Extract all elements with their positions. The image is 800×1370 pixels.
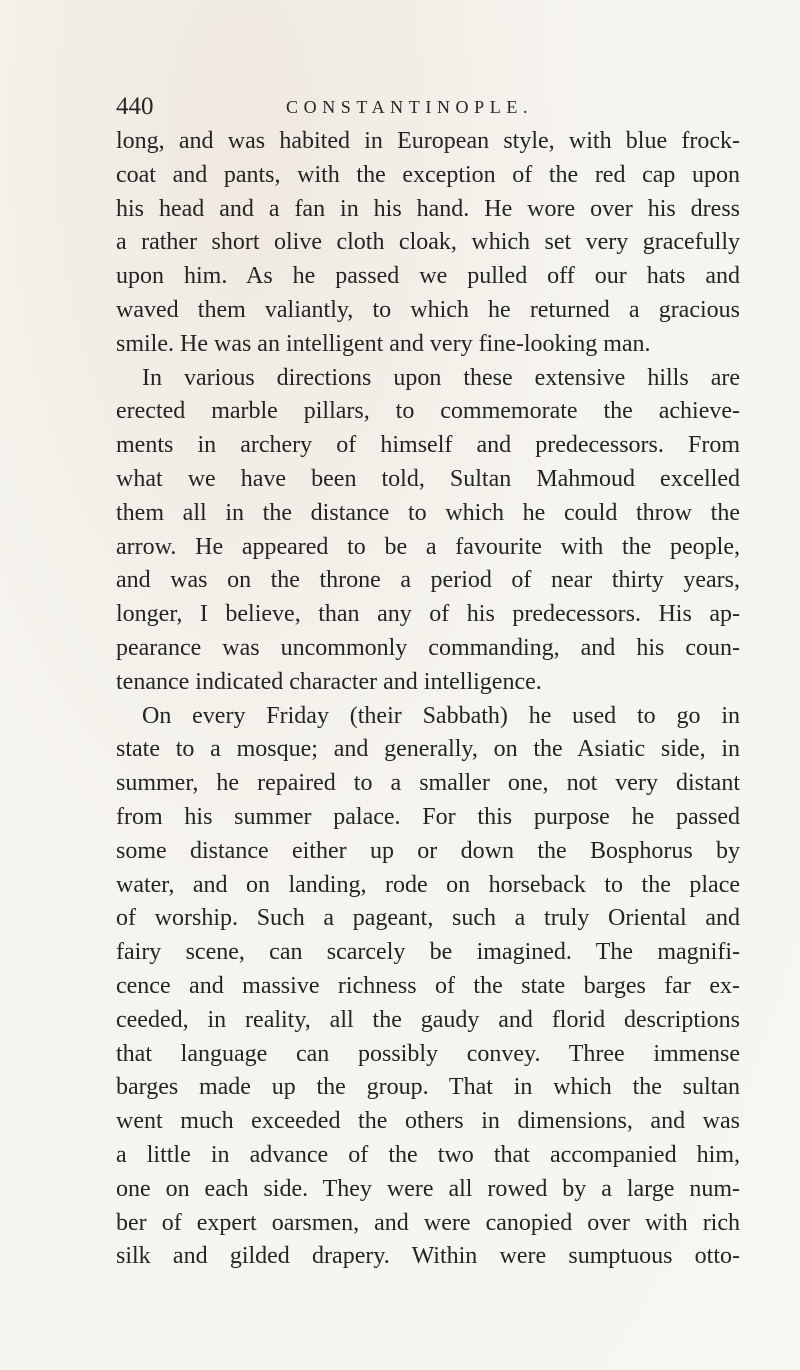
- text-line: summer, he repaired to a smaller one, not very distant: [116, 770, 740, 797]
- text-line: that language can possibly convey. Three immense: [116, 1040, 740, 1067]
- text-line: barges made up the group. That in which the sultan: [116, 1074, 740, 1101]
- body-text: [116, 125, 740, 1274]
- text-line: cence and massive richness of the state barges far ex-: [116, 972, 740, 999]
- text-line: fairy scene, can scarcely be imagined. The magnifi-: [116, 939, 740, 966]
- text-line: ceeded, in reality, all the gaudy and florid descriptions: [116, 1006, 740, 1033]
- text-line: some distance either up or down the Bosphorus by: [116, 837, 740, 864]
- text-line: went much exceeded the others in dimensions, and was: [116, 1108, 740, 1135]
- text-line: pearance was uncommonly commanding, and his coun-: [116, 634, 740, 661]
- text-line: smile. He was an intelligent and very fine-looking man.: [116, 330, 651, 357]
- text-line: what we have been told, Sultan Mahmoud excelled: [116, 465, 740, 492]
- text-line: waved them valiantly, to which he returned a gracious: [116, 296, 740, 323]
- text-line: On every Friday (their Sabbath) he used to go in: [142, 702, 740, 729]
- text-line: longer, I believe, than any of his predecessors. His ap-: [116, 601, 740, 628]
- page-number: 440: [116, 93, 154, 120]
- text-line: arrow. He appeared to be a favourite with the people,: [116, 533, 740, 560]
- text-line: upon him. As he passed we pulled off our hats and: [116, 263, 740, 290]
- text-line: long, and was habited in European style, with blue frock-: [116, 128, 740, 154]
- text-line: In various directions upon these extensive hills are: [142, 364, 740, 391]
- text-line: one on each side. They were all rowed by a large num-: [116, 1175, 740, 1202]
- text-line: erected marble pillars, to commemorate the achieve-: [116, 398, 740, 425]
- text-line: from his summer palace. For this purpose he passed: [116, 803, 740, 830]
- text-line: ments in archery of himself and predecessors. From: [116, 432, 740, 459]
- text-line: of worship. Such a pageant, such a truly Oriental and: [116, 905, 740, 932]
- text-line: a little in advance of the two that accompanied him,: [116, 1141, 740, 1168]
- text-line: ber of expert oarsmen, and were canopied over with rich: [116, 1209, 740, 1236]
- text-line: a rather short olive cloth cloak, which set very gracefully: [116, 229, 740, 256]
- text-line: his head and a fan in his hand. He wore over his dress: [116, 195, 740, 222]
- running-head: CONSTANTINOPLE.: [286, 97, 534, 117]
- text-line: tenance indicated character and intelligence.: [116, 668, 542, 695]
- text-line: them all in the distance to which he could throw the: [116, 499, 740, 526]
- text-line: state to a mosque; and generally, on the Asiatic side, in: [116, 736, 740, 763]
- text-line: water, and on landing, rode on horseback to the place: [116, 871, 740, 898]
- text-line: coat and pants, with the exception of the red cap upon: [116, 161, 740, 188]
- text-line: and was on the throne a period of near thirty years,: [116, 567, 740, 594]
- text-line: silk and gilded drapery. Within were sumptuous otto-: [116, 1243, 740, 1270]
- page-header: [116, 92, 736, 122]
